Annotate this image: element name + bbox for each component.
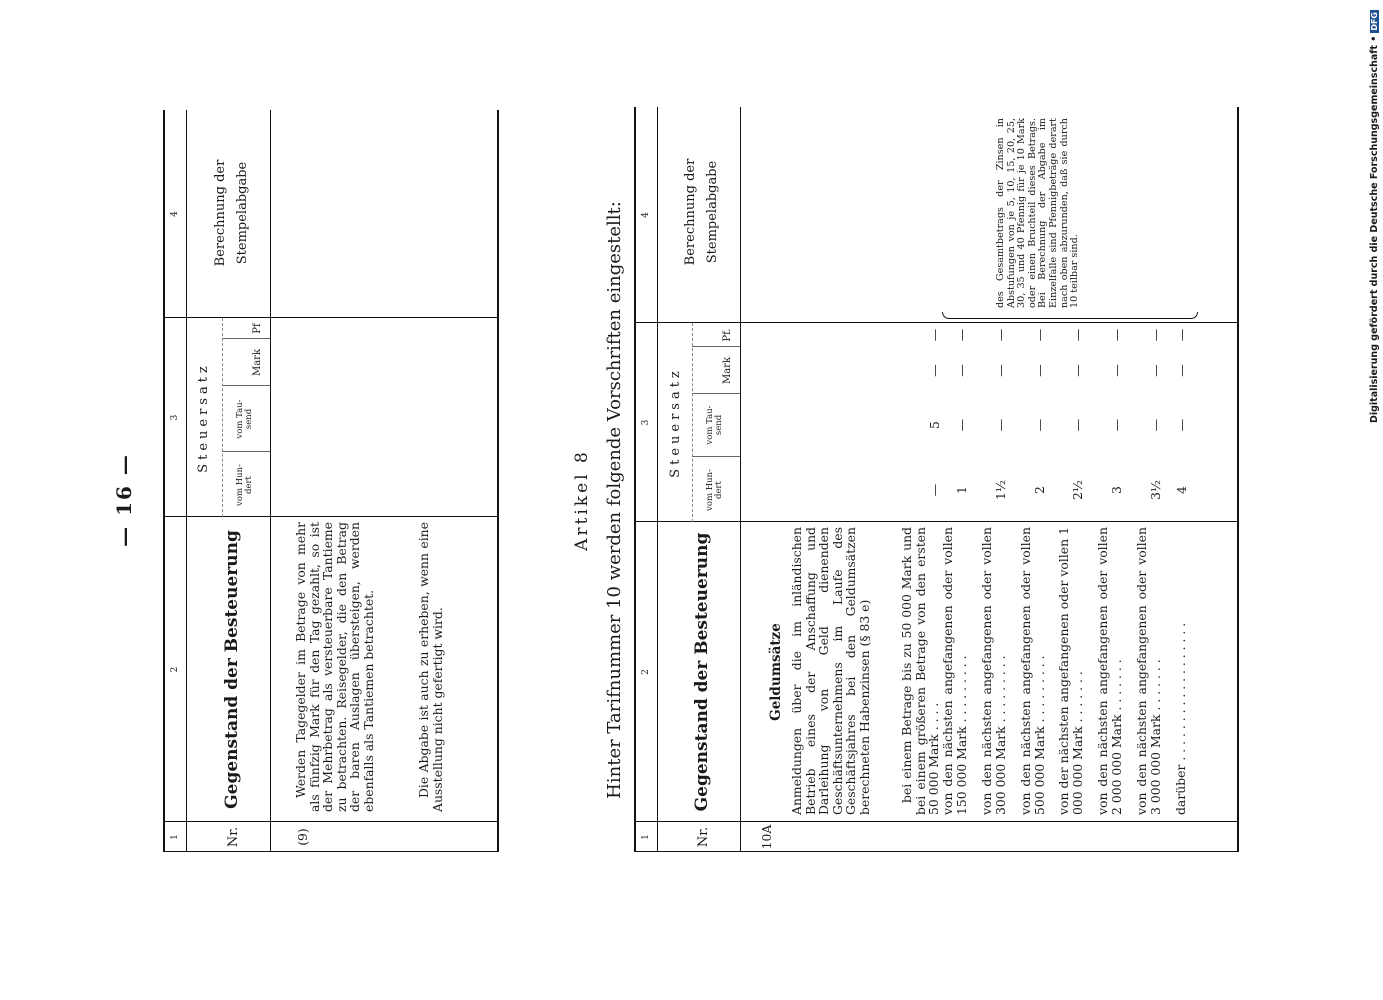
header-vom-hundert: vom Hun-dert [705, 469, 724, 511]
header-berechnung: Berechnung der Stempelabgabe [213, 159, 250, 267]
grouping-brace [942, 312, 1198, 319]
value-vom-hundert: 4 [1174, 486, 1189, 494]
value-mark: — [1070, 364, 1085, 377]
header-gegenstand: Gegenstand der Besteuerung [222, 530, 242, 809]
value-pf: — [1032, 328, 1047, 342]
credit-text: Digitalisierung gefördert durch die Deutsche Forschungsgemeinschaft • [1368, 35, 1380, 424]
value-mark: — [1109, 364, 1124, 377]
header-pf: Pf [252, 323, 263, 334]
value-vom-hundert: 3½ [1148, 480, 1163, 500]
header-berechnung: Berechnung der Stempelabgabe [683, 158, 720, 266]
row-text-paragraph-2: Die Abgabe ist auch zu erheben, wenn eine Ausstellung nicht gefertigt wird. [416, 522, 445, 812]
value-pf: — [1174, 328, 1189, 342]
value-mark: — [1148, 364, 1163, 377]
value-pf: — [1148, 328, 1163, 342]
header-steuersatz: Steuersatz [668, 367, 683, 478]
value-vom-tausend: — [993, 418, 1008, 432]
table-row-text: von den nächsten angefangenen oder vollen 2 000 000 Mark . . . . . . . [1095, 527, 1124, 815]
value-vom-tausend: — [1148, 418, 1163, 432]
header-mark: Mark [722, 356, 733, 385]
dfg-logo: DFG [1369, 12, 1379, 31]
value-mark: — [927, 364, 942, 377]
value-mark: — [993, 364, 1008, 377]
value-vom-tausend: — [954, 418, 969, 432]
value-mark: — [1032, 364, 1047, 377]
value-vom-tausend: 5 [927, 421, 942, 429]
table-row-text: bei einem Betrage bis zu 50 000 Mark und bei einem größeren Betrage von den ersten 50 000 Mark . . . . [899, 527, 942, 815]
value-mark: — [1174, 364, 1189, 377]
col-number-3: 3 [170, 414, 180, 421]
header-vom-tausend: vom Tau-send [705, 405, 724, 445]
value-vom-hundert: 3 [1109, 486, 1124, 494]
table-row-text: darüber . . . . . . . . . . . . . . . . . . [1173, 622, 1188, 815]
header-nr: Nr. [226, 826, 241, 848]
header-vom-tausend: vom Tau-send [235, 399, 254, 439]
value-pf: — [927, 328, 942, 342]
value-vom-hundert: 1 [954, 486, 969, 494]
article-subtitle: Hinter Tarifnummer 10 werden folgende Vorschriften eingestellt: [604, 201, 625, 799]
header-steuersatz: Steuersatz [196, 362, 211, 473]
page-number: — 16 — [112, 453, 136, 547]
value-pf: — [993, 328, 1008, 342]
table-row-text: von den nächsten angefangenen oder vollen 300 000 Mark . . . . . . . . . [979, 527, 1008, 815]
table-row-text: von der nächsten angefangenen oder vollen 1 000 000 Mark . . . . . . . [1056, 527, 1085, 815]
header-nr: Nr. [696, 826, 711, 848]
intro-text: Anmeldungen über die im inländischen Betrieb eines der Anschaffung und Darleihung von Geld dienenden Geschäftsunternehmens im Laufe des Geschäftsjahres bei den Geldumsätzen berechneten Habenzinsen (§ 83 e) [789, 527, 872, 815]
header-mark: Mark [252, 348, 263, 377]
header-pf: Pf. [722, 328, 733, 342]
value-vom-hundert: 1½ [993, 480, 1008, 500]
row-nr: 10A [759, 824, 774, 850]
berechnung-note: des Gesamtbetrags der Zinsen in Abstufungen von je 5, 10, 15, 20, 25, 30, 35 und 40 Pfennig für je 10 Mark oder einen Bruchteil dieses Betrags. Bei Berechnung der Abgabe im Einzelfalle sind Pfennigbeträge derart nach oben abzurunden, daß sie durch 10 teilbar sind. [995, 118, 1081, 308]
value-pf: — [1070, 328, 1085, 342]
section-title: Geldumsätze [768, 623, 784, 721]
row-nr: (9) [295, 828, 310, 846]
value-vom-hundert: 2½ [1070, 480, 1085, 500]
header-gegenstand: Gegenstand der Besteuerung [692, 532, 712, 812]
col-number-2: 2 [641, 669, 651, 675]
row-text-paragraph-1: Werden Tagegelder im Betrage von mehr als fünfzig Mark für den Tag gezahlt, so ist der Mehrbetrag als versteuerbare Tantieme zu betrachten. Reisegelder, die den Betrag der baren Auslagen übersteigen, werden ebenfalls als Tantiemen betrachtet. [293, 522, 376, 812]
col-number-4: 4 [170, 211, 180, 217]
value-mark: — [954, 364, 969, 377]
col-number-3: 3 [641, 419, 651, 426]
value-pf: — [1109, 328, 1124, 342]
value-pf: — [954, 328, 969, 342]
value-vom-tausend: — [1109, 418, 1124, 432]
table-row-text: von den nächsten angefangenen oder vollen 500 000 Mark . . . . . . . . . [1018, 527, 1047, 815]
value-vom-tausend: — [1070, 418, 1085, 432]
value-vom-tausend: — [1032, 418, 1047, 432]
digitization-credit [1366, 10, 1382, 424]
col-number-2: 2 [170, 666, 180, 673]
table-row-text: von den nächsten angefangenen oder vollen 150 000 Mark . . . . . . . . . [940, 527, 969, 815]
header-vom-hundert: vom Hun-dert [235, 464, 254, 506]
col-number-1: 1 [170, 834, 180, 840]
value-vom-tausend: — [1174, 418, 1189, 432]
col-number-4: 4 [641, 212, 651, 218]
table-row-text: von den nächsten angefangenen oder vollen 3 000 000 Mark . . . . . . . [1134, 527, 1163, 815]
article-title: Artikel 8 [572, 449, 592, 551]
value-vom-hundert: — [927, 483, 942, 497]
col-number-1: 1 [641, 834, 651, 840]
value-vom-hundert: 2 [1032, 486, 1047, 494]
